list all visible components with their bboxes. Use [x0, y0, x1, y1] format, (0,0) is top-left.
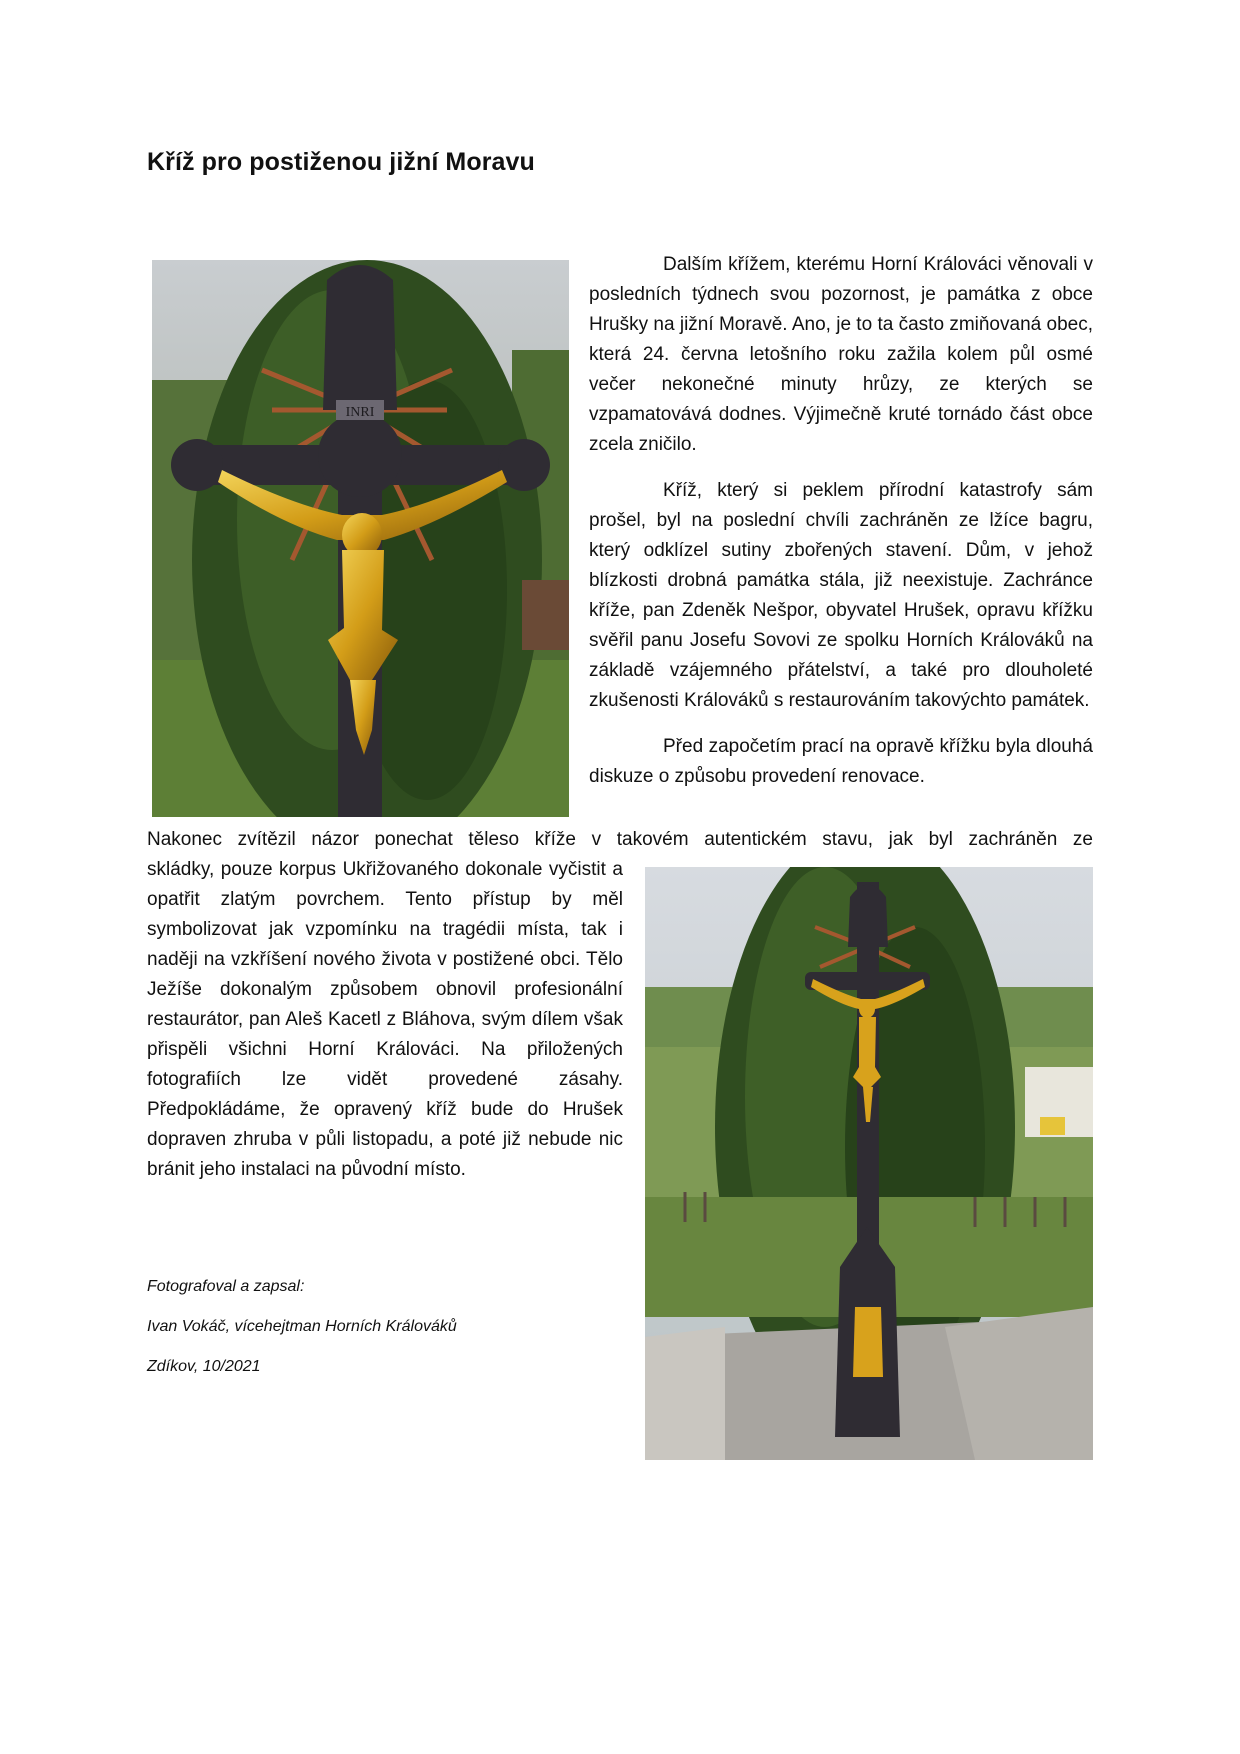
paragraph-3-start: Před započetím prací na opravě křížku byla dlouhá diskuze o způsobu provedení renovace. [589, 736, 1093, 787]
page-title: Kříž pro postiženou jižní Moravu [147, 148, 535, 176]
inri-plaque: INRI [345, 405, 375, 420]
cross-full-view-photo [645, 867, 1093, 1460]
paragraph-2: Kříž, který si peklem přírodní katastrofy sám prošel, byl na poslední chvíli zachráněn ze lžíce bagru, který odklízel sutiny zbořených stavení. Dům, v jehož blízkosti drobná památka stála, již neexistuje. Zachránce kříže, pan Zdeněk Nešpor, obyvatel Hrušek, opravu křížku svěřil panu Josefu Sovovi ze spolku Horních Králováků na základě vzájemného přátelství, a také pro dlouholeté zkušenosti Králováků s restaurováním takovýchto památek. [589, 480, 1093, 711]
signature-place-date: Zdíkov, 10/2021 [147, 1358, 261, 1375]
article-column-top [589, 250, 1093, 792]
paragraph-3-continued: skládky, pouze korpus Ukřižovaného dokonale vyčistit a opatřit zlatým povrchem. Tento přístup by měl symbolizovat jak vzpomínku na tragédii místa, tak i naději na vzkříšení nového života v postižené obci. Tělo Ježíše dokonalým způsobem obnovil profesionální restaurátor, pan Aleš Kacetl z Bláhova, svým dílem však přispěli všichni Horní Králováci. Na přiložených fotografiích lze vidět provedené zásahy. Předpokládáme, že opravený kříž bude do Hrušek dopraven zhruba v půli listopadu, a poté již nebude nic bránit jeho instalaci na původní místo. [147, 859, 623, 1180]
signature-author: Ivan Vokáč, vícehejtman Horních Králováků [147, 1318, 457, 1335]
signature-photographer-label: Fotografoval a zapsal: [147, 1278, 305, 1295]
cross-closeup-photo [152, 260, 569, 817]
paragraph-3-fullwidth-line: Nakonec zvítězil názor ponechat těleso kříže v takovém autentickém stavu, jak byl zachráněn ze [147, 829, 1093, 850]
paragraph-1: Dalším křížem, kterému Horní Králováci věnovali v posledních týdnech svou pozornost, je památka z obce Hrušky na jižní Moravě. Ano, je to ta často zmiňovaná obec, která 24. června letošního roku zažila kolem půl osmé večer nekonečné minuty hrůzy, ze kterých se vzpamatovává dodnes. Výjimečně kruté tornádo část obce zcela zničilo. [589, 254, 1093, 455]
